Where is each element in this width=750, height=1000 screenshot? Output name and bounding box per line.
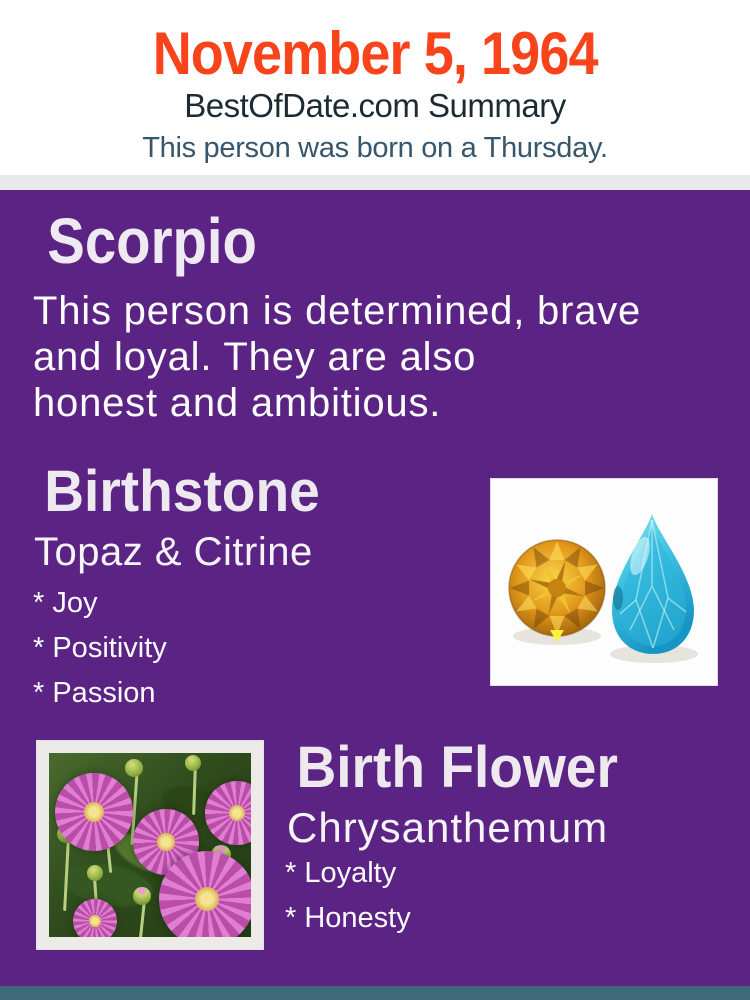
birth-flower-heading: Birth Flower bbox=[296, 735, 618, 800]
zodiac-description-line: This person is determined, brave bbox=[33, 289, 642, 333]
purple-body bbox=[0, 190, 750, 986]
birthstone-trait: * Passion bbox=[33, 677, 156, 709]
birth-flower-name: Chrysanthemum bbox=[287, 804, 609, 851]
birthstone-trait: * Joy bbox=[33, 587, 98, 619]
birth-flower-photo bbox=[36, 740, 264, 950]
birthstone-names: Topaz & Citrine bbox=[34, 530, 313, 574]
gems-art bbox=[502, 490, 706, 674]
zodiac-description-line: and loyal. They are also bbox=[33, 335, 477, 379]
divider-strip bbox=[0, 175, 750, 190]
chrysanthemum-illustration bbox=[49, 753, 251, 937]
birth-flower-trait-list bbox=[285, 855, 411, 945]
birth-flower-trait: * Honesty bbox=[285, 902, 411, 934]
birth-flower-trait: * Loyalty bbox=[285, 857, 397, 889]
zodiac-description bbox=[33, 288, 641, 426]
zodiac-description-line: honest and ambitious. bbox=[33, 381, 442, 425]
topaz-citrine-illustration bbox=[502, 490, 706, 674]
header-section bbox=[0, 0, 750, 175]
birthstone-heading: Birthstone bbox=[44, 459, 320, 524]
footer-bar bbox=[0, 986, 750, 1000]
weekday-line: This person was born on a Thursday. bbox=[142, 132, 608, 164]
site-summary: BestOfDate.com Summary bbox=[184, 87, 566, 124]
date-title: November 5, 1964 bbox=[152, 20, 598, 87]
birthstone-photo bbox=[490, 478, 718, 686]
birthstone-trait: * Positivity bbox=[33, 632, 167, 664]
zodiac-sign-title: Scorpio bbox=[47, 205, 257, 277]
birthstone-trait-list bbox=[33, 585, 167, 720]
